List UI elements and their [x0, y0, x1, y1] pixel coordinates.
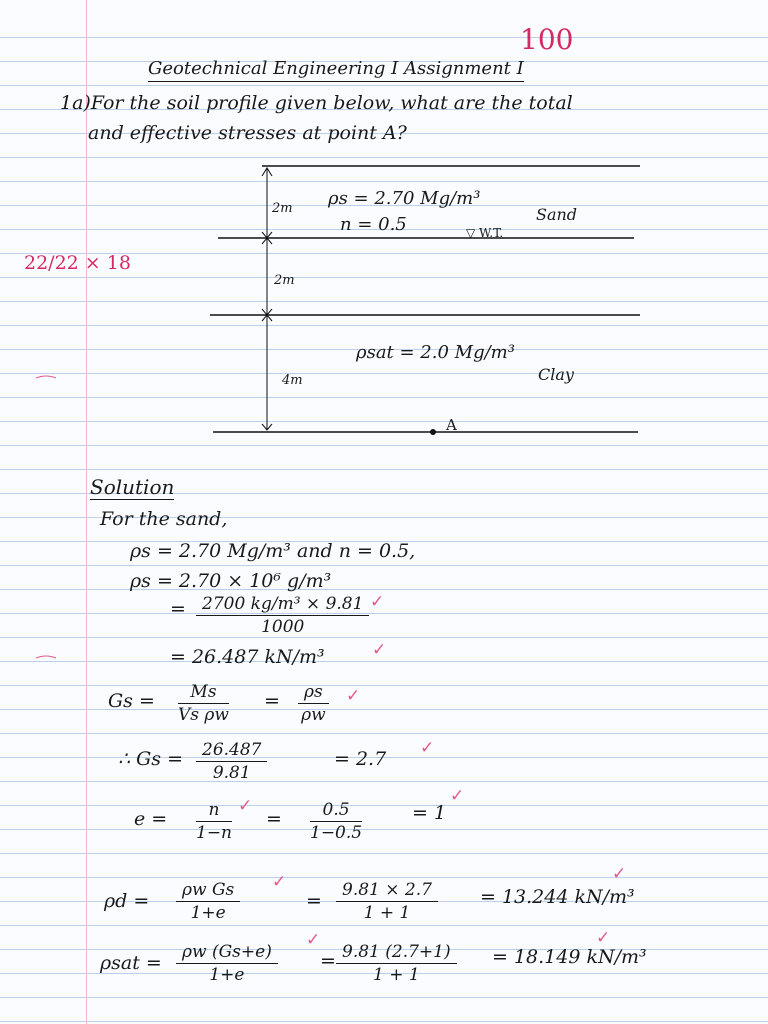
void-ratio-lhs: e = — [134, 808, 168, 830]
check-mark: ✓ — [370, 592, 385, 612]
solution-line-2: ρs = 2.70 × 10⁶ g/m³ — [130, 570, 332, 592]
page-title: Geotechnical Engineering I Assignment I — [148, 58, 524, 82]
layer3-thickness: 4m — [282, 373, 303, 388]
question-line-2: and effective stresses at point A? — [88, 122, 407, 144]
gs-fraction-2 — [298, 682, 329, 725]
score-mark: 100 — [520, 23, 574, 56]
dry-density-result: = 13.244 kN/m³ — [480, 886, 635, 908]
dry-density-fraction-2-numerator: 9.81 × 2.7 — [336, 880, 438, 902]
layer1-soil-type: Sand — [536, 205, 578, 224]
void-ratio-fraction-1-numerator: n — [196, 800, 232, 822]
void-ratio-fraction-1-denominator: 1−n — [196, 823, 233, 843]
check-mark: ✓ — [238, 796, 253, 816]
solution-line-3-denominator: 1000 — [261, 617, 305, 637]
check-mark: ✓ — [306, 930, 321, 950]
check-mark: ✓ — [346, 686, 361, 706]
gs-fraction-1-numerator: Ms — [178, 682, 229, 704]
solution-line-1: ρs = 2.70 Mg/m³ and n = 0.5, — [130, 540, 416, 562]
gs-value-lhs: ∴ Gs = — [118, 748, 184, 770]
saturated-density-fraction-2-denominator: 1 + 1 — [372, 965, 420, 985]
gs-fraction-1 — [178, 682, 229, 725]
saturated-density-equals: = — [320, 950, 336, 972]
void-ratio-fraction-2-denominator: 1−0.5 — [310, 823, 363, 843]
saturated-density-fraction-1-numerator: ρw (Gs+e) — [176, 942, 278, 964]
gs-value-result: = 2.7 — [334, 748, 387, 770]
saturated-density-fraction-2-numerator: 9.81 (2.7+1) — [336, 942, 457, 964]
void-ratio-fraction-1 — [196, 800, 232, 843]
check-mark: ✓ — [612, 864, 627, 884]
dry-density-fraction-2-denominator: 1 + 1 — [363, 903, 411, 923]
layer1-density: ρs = 2.70 Mg/m³ — [328, 188, 481, 209]
gs-fraction-2-denominator: ρw — [301, 705, 326, 725]
saturated-density-lhs: ρsat = — [100, 952, 162, 974]
water-table-label: ▽ W.T. — [466, 226, 504, 240]
margin-scribble-2 — [36, 656, 56, 658]
check-mark: ✓ — [596, 928, 611, 948]
gs-equals: = — [264, 690, 280, 712]
question-line-1: 1a)For the soil profile given below, what are the total — [60, 92, 573, 114]
check-mark: ✓ — [420, 738, 435, 758]
solution-line-3-equals: = — [170, 598, 186, 620]
layer2-thickness: 2m — [274, 273, 295, 288]
saturated-density-result: = 18.149 kN/m³ — [492, 946, 647, 968]
solution-line-3-fraction — [196, 594, 369, 637]
check-mark: ✓ — [450, 786, 465, 806]
point-a-dot — [430, 429, 436, 435]
layer3-soil-type: Clay — [538, 365, 574, 384]
gs-definition-lhs: Gs = — [108, 690, 155, 712]
void-ratio-fraction-2 — [310, 800, 362, 843]
solution-line-3-numerator: 2700 kg/m³ × 9.81 — [196, 594, 369, 616]
layer1-thickness: 2m — [272, 201, 293, 216]
dry-density-fraction-1 — [176, 880, 240, 923]
gs-fraction-2-numerator: ρs — [298, 682, 329, 704]
gs-value-denominator: 9.81 — [212, 763, 251, 783]
dry-density-fraction-2 — [336, 880, 438, 923]
layer1-porosity: n = 0.5 — [340, 214, 407, 235]
point-a-label: A — [446, 416, 457, 434]
margin-grade: 22/22 × 18 — [24, 252, 131, 274]
gs-fraction-1-denominator: Vs ρw — [178, 705, 229, 725]
gs-value-numerator: 26.487 — [196, 740, 267, 762]
solution-line-4: = 26.487 kN/m³ — [170, 646, 325, 668]
dry-density-lhs: ρd = — [104, 890, 150, 912]
solution-heading: Solution — [90, 475, 175, 499]
check-mark: ✓ — [372, 640, 387, 660]
void-ratio-equals: = — [266, 808, 282, 830]
layer3-density: ρsat = 2.0 Mg/m³ — [356, 342, 515, 363]
saturated-density-fraction-1-denominator: 1+e — [209, 965, 245, 985]
dry-density-equals: = — [306, 890, 322, 912]
void-ratio-fraction-2-numerator: 0.5 — [310, 800, 362, 822]
solution-intro: For the sand, — [100, 508, 228, 530]
saturated-density-fraction-1 — [176, 942, 278, 985]
saturated-density-fraction-2 — [336, 942, 457, 985]
margin-scribble-1 — [36, 376, 56, 378]
void-ratio-result: = 1 — [412, 802, 447, 824]
gs-value-fraction — [196, 740, 267, 783]
check-mark: ✓ — [272, 872, 287, 892]
dry-density-fraction-1-numerator: ρw Gs — [176, 880, 240, 902]
dry-density-fraction-1-denominator: 1+e — [190, 903, 226, 923]
